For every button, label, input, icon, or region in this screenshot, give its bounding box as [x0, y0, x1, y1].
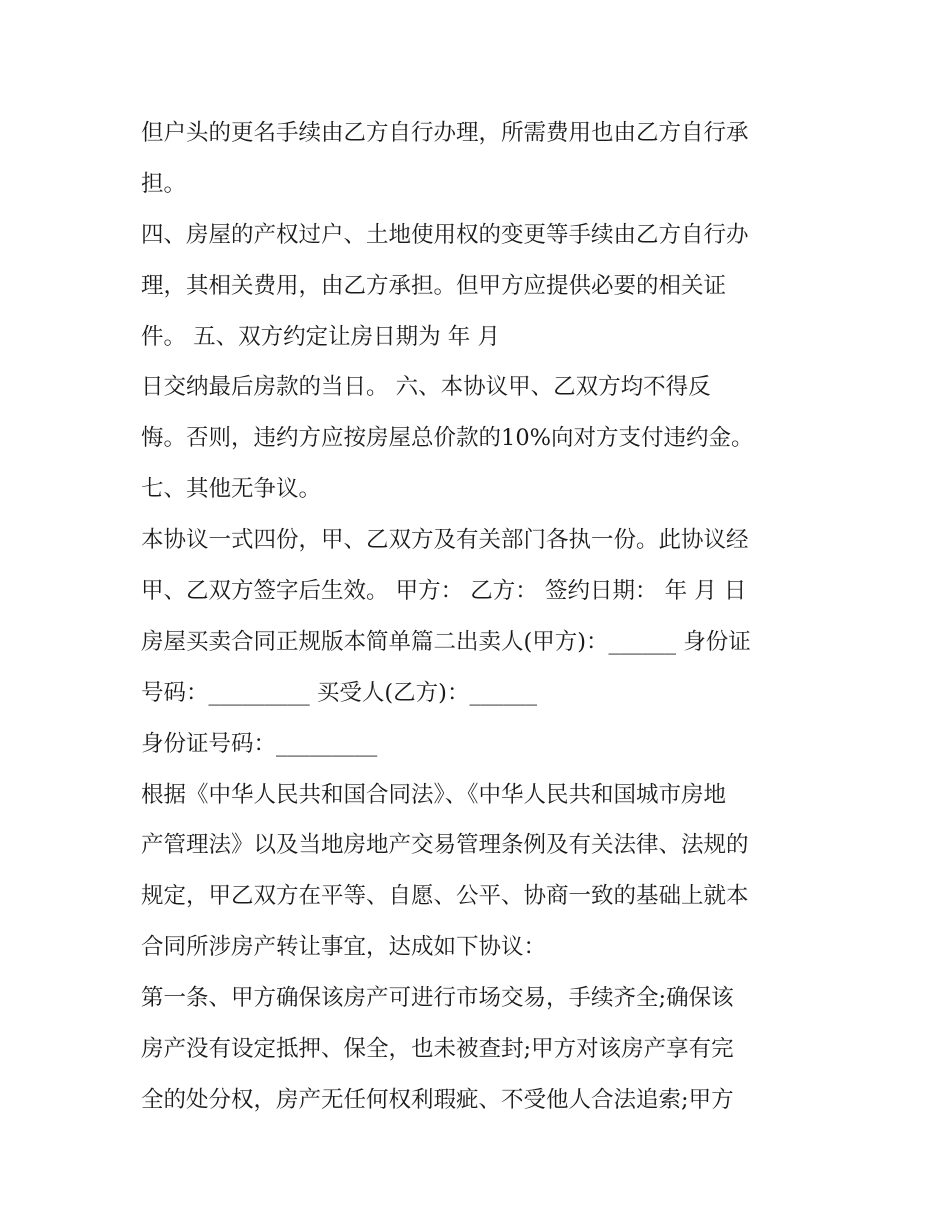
- text-line: 四、房屋的产权过户、土地使用权的变更等手续由乙方自行办: [141, 221, 749, 248]
- text-line: 甲、乙双方签字后生效。 甲方： 乙方： 签约日期： 年 月 日: [141, 578, 747, 605]
- text-line: 规定，甲乙双方在平等、自愿、公平、协商一致的基础上就本: [141, 883, 749, 910]
- text-line: 件。 五、双方约定让房日期为 年 月: [141, 323, 500, 350]
- text-line: 本协议一式四份，甲、乙双方及有关部门各执一份。此协议经: [141, 527, 749, 554]
- text-line: 理，其相关费用，由乙方承担。但甲方应提供必要的相关证: [141, 272, 727, 299]
- text-line: 根据《中华人民共和国合同法》、《中华人民共和国城市房地: [141, 781, 727, 808]
- text-line: 七、其他无争议。: [141, 476, 322, 503]
- text-line: 但户头的更名手续由乙方自行办理，所需费用也由乙方自行承: [141, 120, 749, 146]
- text-line: 担。: [141, 170, 187, 197]
- text-line: 悔。否则，违约方应按房屋总价款的10%向对方支付违约金。: [141, 425, 754, 452]
- text-line: 身份证号码：_________: [141, 730, 378, 757]
- text-line: 房屋买卖合同正规版本简单篇二出卖人(甲方)：______ 身份证: [141, 628, 751, 655]
- text-line: 号码：_________ 买受人(乙方)：______: [141, 679, 537, 706]
- text-line: 全的处分权，房产无任何权利瑕疵、不受他人合法追索;甲方: [141, 1086, 734, 1113]
- text-line: 合同所涉房产转让事宜，达成如下协议：: [141, 934, 547, 961]
- text-line: 产管理法》以及当地房地产交易管理条例及有关法律、法规的: [141, 832, 749, 859]
- text-line: 日交纳最后房款的当日。 六、本协议甲、乙双方均不得反: [141, 374, 711, 401]
- text-line: 房产没有设定抵押、保全，也未被查封;甲方对该房产享有完: [141, 1036, 734, 1063]
- text-line: 第一条、甲方确保该房产可进行市场交易，手续齐全;确保该: [141, 985, 734, 1012]
- document-body: [141, 108, 821, 1126]
